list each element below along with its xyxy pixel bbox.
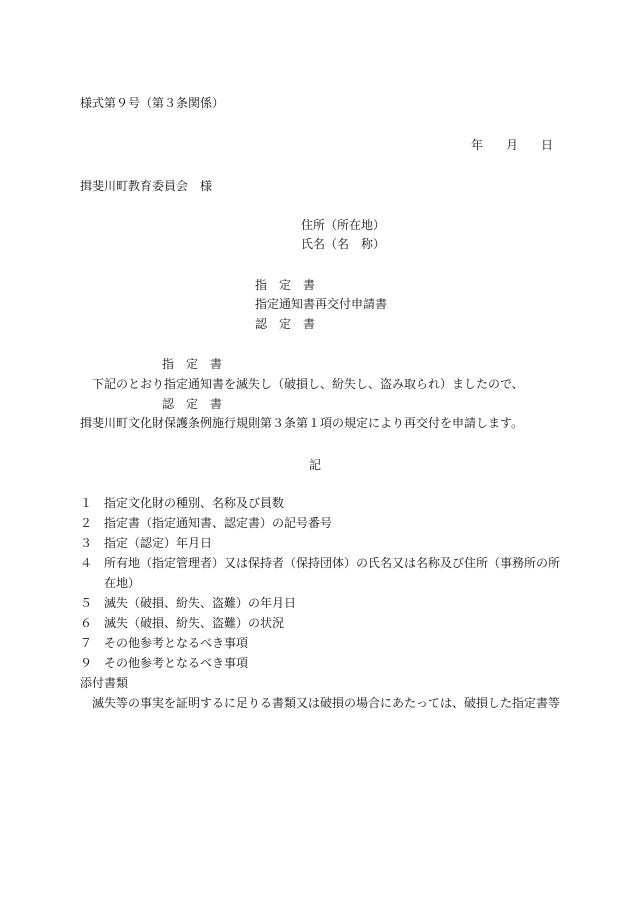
attachments-heading: 添付書類 [80, 676, 129, 690]
item-text: 滅失（破損、紛失、盗難）の状況 [104, 616, 285, 630]
title-top: 指 定 書 [255, 278, 316, 292]
item-text: 指定（認定）年月日 [104, 536, 213, 550]
title-main: 指定通知書再交付申請書 [255, 297, 388, 311]
date-month: 月 [506, 138, 519, 152]
body-above: 指 定 書 [162, 357, 223, 371]
recipient: 揖斐川町教育委員会 様 [80, 179, 213, 193]
form-number: 様式第９号（第３条関係） [80, 96, 225, 110]
attachments-text: 滅失等の事実を証明するに足りる書類又は破損の場合にあたっては、破損した指定書等 [92, 696, 561, 710]
item-number: ２ [80, 516, 93, 530]
item-text: その他参考となるべき事項 [104, 656, 249, 670]
name-label: 氏名（名 称） [301, 237, 386, 251]
item-number: ７ [80, 636, 93, 650]
item-number: ３ [80, 536, 93, 550]
item-text: 所有地（指定管理者）又は保持者（保持団体）の氏名又は名称及び住所（事務所の所 [104, 556, 561, 570]
note-heading: 記 [309, 458, 322, 472]
item-number: ５ [80, 596, 93, 610]
item-number: ４ [80, 556, 93, 570]
title-bottom: 認 定 書 [255, 317, 316, 331]
body-line-1: 下記のとおり指定通知書を滅失し（破損し、紛失し、盗み取られ）ましたので、 [92, 377, 524, 391]
item-text: 滅失（破損、紛失、盗難）の年月日 [104, 596, 297, 610]
date-day: 日 [541, 138, 554, 152]
item-number: １ [80, 496, 93, 510]
body-below: 認 定 書 [162, 397, 223, 411]
date-year: 年 [471, 138, 484, 152]
item-text: その他参考となるべき事項 [104, 636, 249, 650]
body-line-2: 揖斐川町文化財保護条例施行規則第３条第１項の規定により再交付を申請します。 [80, 416, 524, 430]
item-number: ９ [80, 656, 93, 670]
address-label: 住所（所在地） [301, 218, 386, 232]
item-text: 指定書（指定通知書、認定書）の記号番号 [104, 516, 333, 530]
item-text-continuation: 在地） [104, 576, 141, 590]
item-text: 指定文化財の種別、名称及び員数 [104, 496, 285, 510]
item-number: ６ [80, 616, 93, 630]
